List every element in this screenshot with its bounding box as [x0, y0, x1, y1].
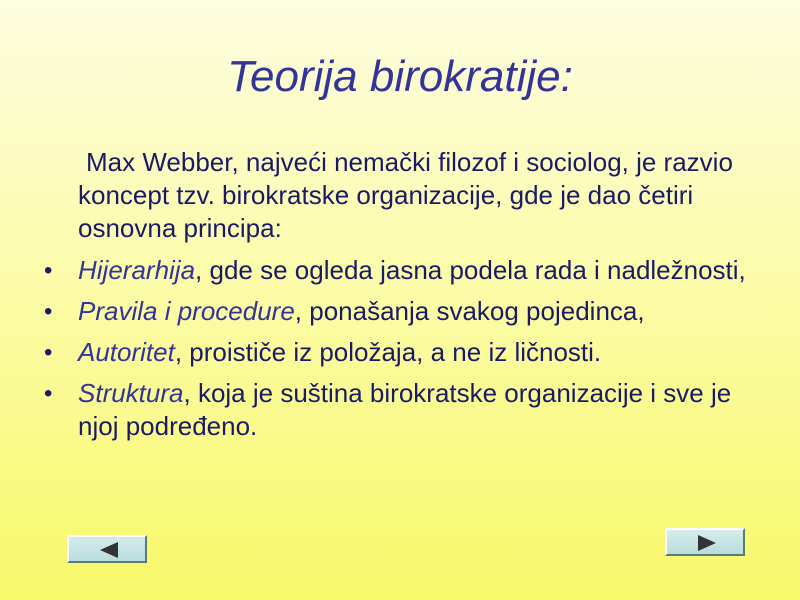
principle-term: Struktura [78, 378, 184, 408]
arrow-left-icon [100, 542, 118, 558]
principle-text: , gde se ogleda jasna podela rada i nadležnosti, [195, 255, 746, 285]
principle-term: Autoritet [78, 337, 175, 367]
bullet-icon: • [44, 380, 53, 407]
principle-term: Pravila i procedure [78, 296, 295, 326]
previous-slide-button[interactable] [67, 535, 147, 563]
intro-paragraph: Max Webber, najveći nemački filozof i sociolog, je razvio koncept tzv. birokratske organizacije, gde je dao četiri osnovna principa: [78, 147, 733, 243]
bullet-icon: • [44, 257, 53, 284]
slide-title: Teorija birokratije: [227, 52, 573, 101]
bullet-icon: • [44, 339, 53, 366]
principle-text: , koja je suština birokratske organizacije i sve je njoj podređeno. [78, 378, 732, 441]
list-item [44, 377, 778, 443]
principles-list [44, 254, 778, 451]
principle-term: Hijerarhija [78, 255, 196, 285]
list-item [44, 336, 778, 369]
next-slide-button[interactable] [665, 528, 745, 556]
list-item [44, 254, 778, 287]
arrow-right-icon [698, 535, 716, 551]
principle-text: , proističe iz položaja, a ne iz ličnosti. [174, 337, 602, 367]
principle-text: , ponašanja svakog pojedinca, [294, 296, 645, 326]
bullet-icon: • [44, 298, 53, 325]
list-item [44, 295, 778, 328]
